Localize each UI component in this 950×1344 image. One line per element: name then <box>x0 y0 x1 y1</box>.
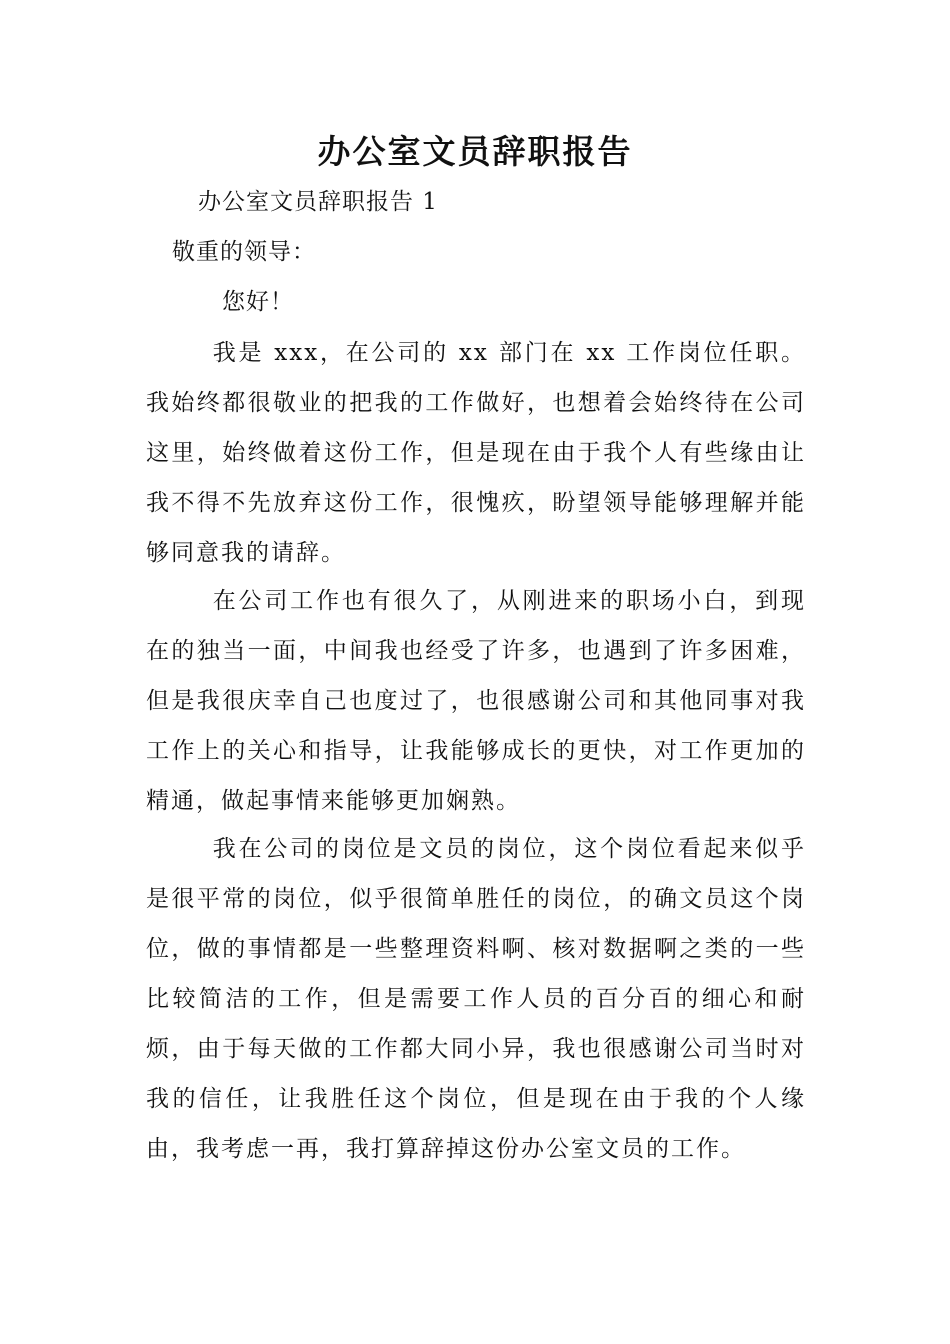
greeting: 您好！ <box>222 289 294 315</box>
body-paragraph-3: 我在公司的岗位是文员的岗位，这个岗位看起来似乎是很平常的岗位，似乎很简单胜任的岗位，的确文员这个岗位，做的事情都是一些整理资料啊、核对数据啊之类的一些比较简洁的工作，但是需要工作人员的百分百的细心和耐烦，由于每天做的工作都大同小异，我也很感谢公司当时对我的信任，让我胜任这个岗位，但是现在由于我的个人缘由，我考虑一再，我打算辞掉这份办公室文员的工作。 <box>146 836 806 1162</box>
body-paragraph-2: 在公司工作也有很久了，从刚进来的职场小白，到现在的独当一面，中间我也经受了许多，也遇到了许多困难，但是我很庆幸自己也度过了，也很感谢公司和其他同事对我工作上的关心和指导，让我能够成长的更快，对工作更加的精通，做起事情来能够更加娴熟。 <box>146 588 806 814</box>
salutation: 敬重的领导： <box>172 239 316 265</box>
document-title: 办公室文员辞职报告 <box>317 132 633 171</box>
body-paragraph-1: 我是 xxx，在公司的 xx 部门在 xx 工作岗位任职。我始终都很敬业的把我的工作做好，也想着会始终待在公司这里，始终做着这份工作，但是现在由于我个人有些缘由让我不得不先放弃这份工作，很愧疚，盼望领导能够理解并能够同意我的请辞。 <box>146 340 806 566</box>
document-subtitle: 办公室文员辞职报告 1 <box>198 189 438 215</box>
